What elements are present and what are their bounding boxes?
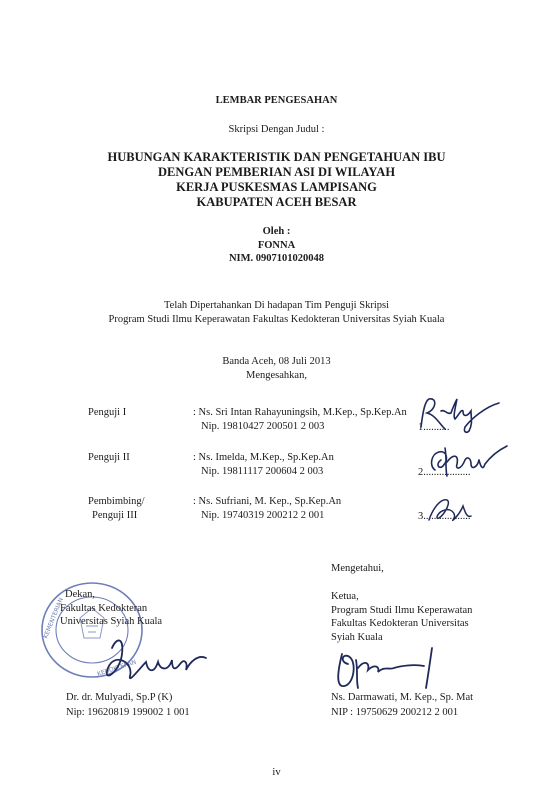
examiner-role-line: Penguji III: [92, 510, 138, 521]
defense-line: Telah Dipertahankan Di hadapan Tim Penguji Skripsi: [164, 300, 389, 311]
place-date: [0, 355, 553, 383]
examiner-1-signature: [415, 393, 505, 440]
place-date-line: Banda Aceh, 08 Juli 2013: [222, 356, 331, 367]
examiner-name: : Ns. Imelda, M.Kep., Sp.Kep.An: [193, 452, 334, 463]
university-name: Syiah Kuala: [331, 631, 383, 643]
examiner-nip: Nip. 19811117 200604 2 003: [201, 466, 324, 477]
thesis-title-line: KERJA PUSKESMAS LAMPISANG: [176, 180, 377, 194]
signature-number: 2..................: [418, 467, 471, 478]
page-number: iv: [272, 767, 281, 778]
thesis-title: [0, 150, 553, 210]
dean-nip: Nip: 19620819 199002 1 001: [66, 707, 190, 718]
defense-statement: [0, 299, 553, 327]
document-heading: LEMBAR PENGESAHAN: [215, 95, 338, 106]
examiner-name: : Ns. Sri Intan Rahayuningsih, M.Kep., Sp.Kep.An: [193, 407, 407, 418]
signature-number: 3..................: [418, 511, 471, 522]
author-name: FONNA: [257, 239, 296, 251]
examiner-3-signature: [423, 494, 483, 529]
program-head-block: [331, 590, 472, 644]
program-head-title: Ketua,: [331, 591, 359, 602]
program-name: Program Studi Ilmu Keperawatan: [331, 604, 473, 616]
examiner-role: [88, 495, 145, 523]
dean-block: [60, 588, 162, 629]
examiner-nip: Nip. 19740319 200212 2 001: [201, 510, 325, 521]
examiner-nip: Nip. 19810427 200501 2 003: [201, 421, 325, 432]
faculty-name: Fakultas Kedokteran: [60, 602, 148, 614]
examiner-2-signature: [425, 440, 510, 485]
university-name: Universitas Syiah Kuala: [60, 616, 163, 627]
program-head-nip: NIP : 19750629 200212 2 001: [331, 707, 459, 718]
faculty-name: Fakultas Kedokteran Universitas: [331, 618, 469, 629]
document-subheading: Skripsi Dengan Judul :: [228, 124, 325, 135]
by-label: Oleh :: [262, 226, 291, 237]
dean-name: Dr. dr. Mulyadi, Sp.P (K): [66, 692, 173, 703]
author-block: [0, 225, 553, 266]
signature-number: 1..........: [418, 422, 450, 433]
approval-label: Mengesahkan,: [246, 370, 307, 381]
author-nim: NIM. 0907101020048: [228, 253, 325, 264]
thesis-title-line: KABUPATEN ACEH BESAR: [196, 195, 357, 209]
acknowledge-label: Mengetahui,: [331, 563, 384, 574]
dean-title: Dekan,: [65, 589, 96, 600]
defense-line: Program Studi Ilmu Keperawatan Fakultas Kedokteran Universitas Syiah Kuala: [108, 314, 445, 325]
svg-text:KEMENTERIAN: KEMENTERIAN: [42, 596, 65, 640]
svg-text:KEDOKTERAN: KEDOKTERAN: [96, 658, 138, 678]
program-head-name: Ns. Darmawati, M. Kep., Sp. Mat: [331, 692, 474, 703]
examiner-role: Penguji II: [88, 452, 130, 463]
examiner-name: : Ns. Sufriani, M. Kep., Sp.Kep.An: [193, 496, 342, 507]
dean-signature: [88, 628, 218, 697]
thesis-title-line: HUBUNGAN KARAKTERISTIK DAN PENGETAHUAN IBU: [107, 150, 446, 164]
thesis-title-line: DENGAN PEMBERIAN ASI DI WILAYAH: [157, 165, 396, 179]
examiner-role-line: Pembimbing/: [88, 496, 145, 507]
examiner-role: Penguji I: [88, 407, 127, 418]
